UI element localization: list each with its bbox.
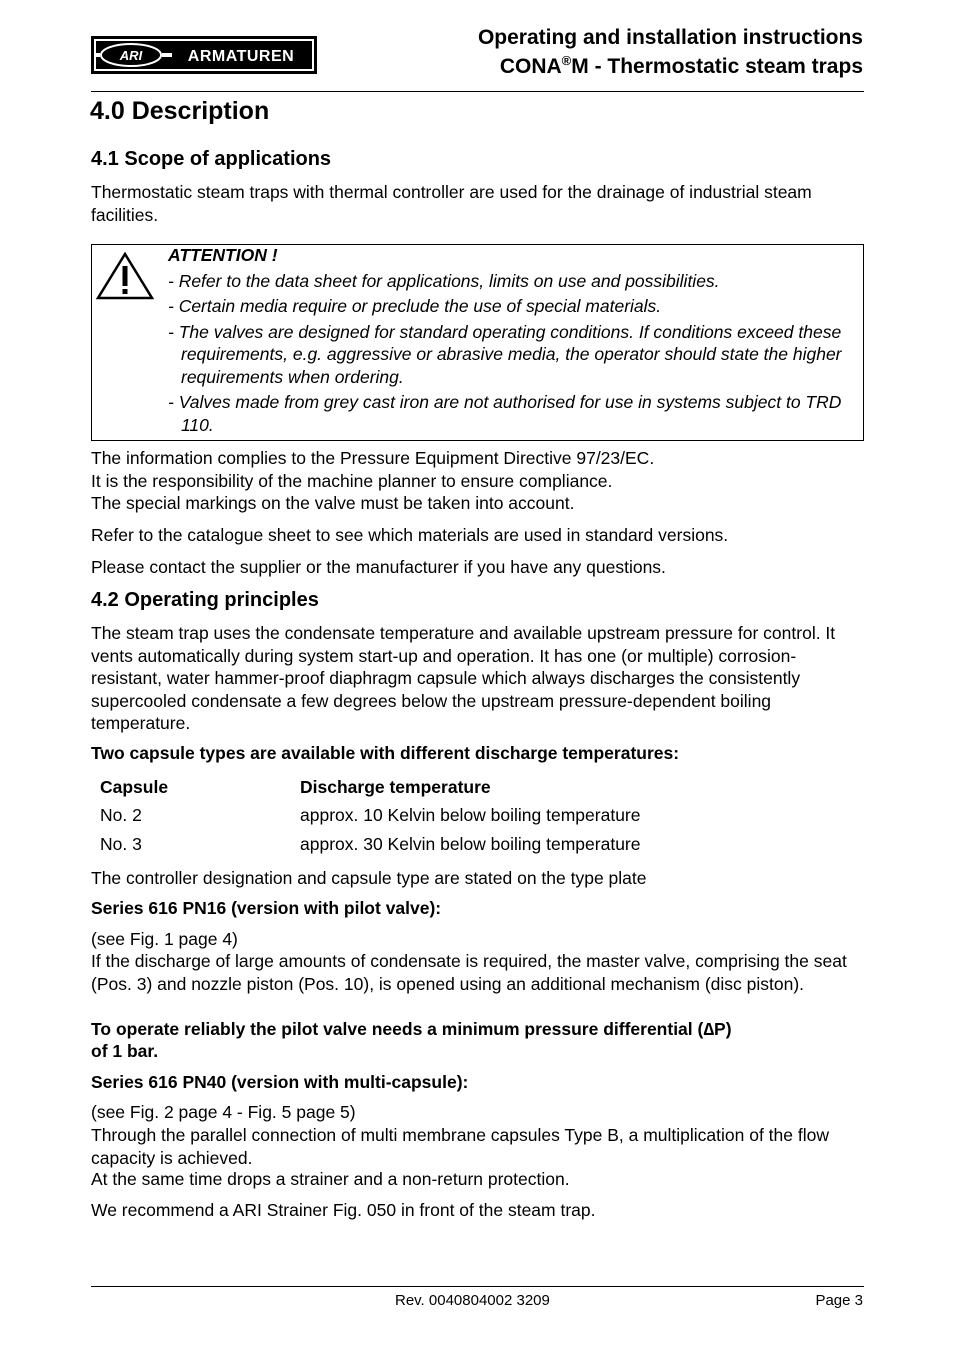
revision-number: Rev. 0040804002 3209 [395, 1292, 550, 1309]
ari-armaturen-logo [91, 36, 317, 74]
pn16-ref: (see Fig. 1 page 4) [91, 929, 238, 949]
page-number: Page 3 [815, 1292, 863, 1309]
pn16-text: If the discharge of large amounts of condensate is required, the master valve, comprising the seat (Pos. 3) and nozzle piston (Pos. 10), is opened using an additional mechanism (disc piston). [91, 951, 847, 994]
strainer-recommendation: We recommend a ARI Strainer Fig. 050 in front of the steam trap. [91, 1200, 596, 1220]
footer-rule [91, 1286, 864, 1287]
pn16-heading: Series 616 PN16 (version with pilot valve): [91, 898, 442, 918]
warning-triangle-icon [96, 252, 154, 300]
info-line: The special markings on the valve must be taken into account. [91, 493, 575, 513]
attention-title: ATTENTION ! [168, 245, 278, 265]
capsule-table [100, 776, 800, 862]
pn16-note-line1: To operate reliably the pilot valve needs a minimum pressure differential (∆P) [91, 1019, 732, 1039]
header-title-line1: Operating and installation instructions [477, 26, 863, 49]
svg-text:ARMATUREN: ARMATUREN [187, 48, 295, 65]
table-header: Capsule [100, 777, 169, 797]
header-title-line2: CONA®M - Thermostatic steam traps [499, 53, 863, 78]
attention-item: - Certain media require or preclude the use of special materials. [168, 296, 662, 316]
svg-text:ARI: ARI [119, 48, 143, 63]
scope-intro: Thermostatic steam traps with thermal controller are used for the drainage of industrial steam facilities. [91, 182, 812, 225]
pn16-note-line2: of 1 bar. [91, 1041, 159, 1061]
header-rule [91, 91, 864, 92]
directive-info [91, 447, 866, 515]
table-row [100, 833, 800, 862]
designation-note: The controller designation and capsule type are stated on the type plate [91, 868, 647, 888]
principles-intro: The steam trap uses the condensate temperature and available upstream pressure for control. It vents automatically during system start-up and operation. It has one (or multiple) corrosion-resistant, water hammer-proof diaphragm capsule which always discharges the consistently supercooled condensate a few degrees below the upstream pressure-dependent boiling temperature. [91, 623, 836, 733]
attention-item: - Valves made from grey cast iron are not authorised for use in systems subject to TRD 110. [168, 392, 842, 435]
attention-content [168, 244, 858, 436]
table-cell: No. 3 [100, 834, 142, 854]
info-line: It is the responsibility of the machine planner to ensure compliance. [91, 470, 613, 491]
info-line: The information complies to the Pressure Equipment Directive 97/23/EC. [91, 448, 655, 468]
pn40-ref: (see Fig. 2 page 4 - Fig. 5 page 5) [91, 1102, 356, 1122]
attention-item: - The valves are designed for standard operating conditions. If conditions exceed these requirements, e.g. aggressive or abrasive media, the operator should state the higher requirements when ordering. [168, 321, 842, 387]
contact-note: Please contact the supplier or the manufacturer if you have any questions. [91, 557, 666, 577]
pn40-heading: Series 616 PN40 (version with multi-capsule): [91, 1072, 469, 1092]
principles-heading: 4.2 Operating principles [91, 589, 319, 611]
table-header-row [100, 776, 800, 804]
attention-item: - Refer to the data sheet for applications, limits on use and possibilities. [168, 270, 720, 291]
table-cell: approx. 30 Kelvin below boiling temperature [300, 834, 641, 854]
pn40-text: Through the parallel connection of multi membrane capsules Type B, a multiplication of the flow capacity is achieved. [91, 1125, 829, 1168]
table-cell: No. 2 [100, 805, 142, 825]
catalogue-note: Refer to the catalogue sheet to see which materials are used in standard versions. [91, 525, 729, 545]
table-header: Discharge temperature [300, 777, 491, 797]
section-title: 4.0 Description [90, 97, 270, 125]
table-row [100, 804, 800, 833]
scope-heading: 4.1 Scope of applications [91, 148, 332, 170]
capsule-lead: Two capsule types are available with different discharge temperatures: [91, 743, 680, 763]
table-cell: approx. 10 Kelvin below boiling temperature [300, 805, 641, 825]
pn40-text2: At the same time drops a strainer and a non-return protection. [91, 1169, 570, 1189]
